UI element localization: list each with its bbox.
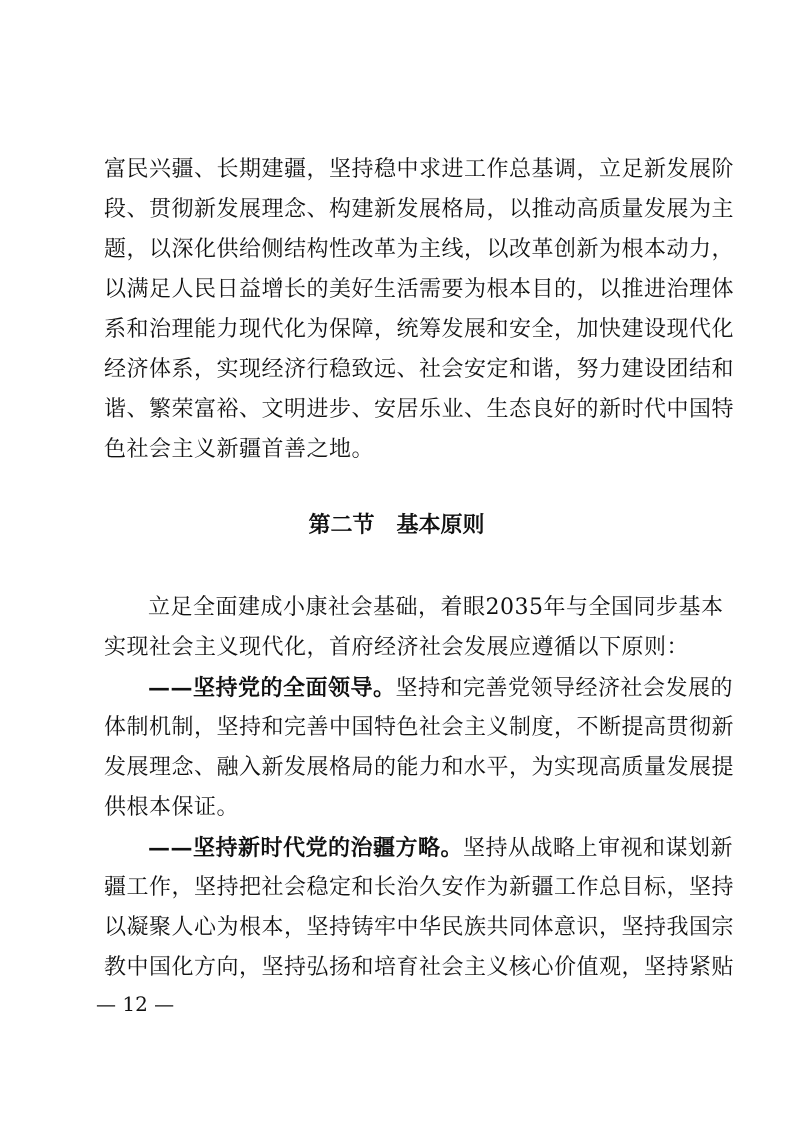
paragraph-development-goal (104, 150, 735, 470)
principle-title: ——坚持新时代党的治疆方略。 (148, 835, 464, 861)
text-line: 以凝聚人心为根本，坚持铸牢中华民族共同体意识，坚持我国宗 (104, 915, 735, 940)
text-line: 富民兴疆、长期建疆，坚持稳中求进工作总基调，立足新发展阶 (104, 157, 735, 182)
section-heading: 第二节 基本原则 (308, 512, 485, 538)
text-line: 体制机制，坚持和完善中国特色社会主义制度，不断提高贯彻新 (104, 715, 735, 740)
text-line: 以满足人民日益增长的美好生活需要为根本目的，以推进治理体 (104, 277, 735, 302)
text-line: 色社会主义新疆首善之地。 (104, 437, 375, 462)
principle-title: ——坚持党的全面领导。 (148, 675, 396, 701)
text-line: 题，以深化供给侧结构性改革为主线，以改革创新为根本动力， (104, 237, 735, 262)
page-number: — 12 — (96, 992, 175, 1016)
text-line: 段、贯彻新发展理念、构建新发展格局，以推动高质量发展为主 (104, 197, 735, 222)
principle-text: 坚持和完善党领导经济社会发展的 (395, 676, 734, 701)
text-line: 实现社会主义现代化，首府经济社会发展应遵循以下原则： (104, 635, 690, 660)
text-line: 教中国化方向，坚持弘扬和培育社会主义核心价值观，坚持紧贴 (104, 955, 735, 980)
text-line: 疆工作，坚持把社会稳定和长治久安作为新疆工作总目标，坚持 (104, 875, 735, 900)
principles-section (104, 588, 735, 988)
principle-text: 坚持从战略上审视和谋划新 (463, 836, 734, 861)
principle-heading-line (104, 828, 734, 868)
text-line: 谐、繁荣富裕、文明进步、安居乐业、生态良好的新时代中国特 (104, 397, 735, 422)
text-line: 发展理念、融入新发展格局的能力和水平，为实现高质量发展提 (104, 755, 735, 780)
text-line: 供根本保证。 (104, 795, 240, 820)
text-line: 经济体系，实现经济行稳致远、社会安定和谐，努力建设团结和 (104, 357, 735, 382)
text-line: 系和治理能力现代化为保障，统筹发展和安全，加快建设现代化 (104, 317, 735, 342)
principle-heading-line (104, 668, 734, 708)
text-line: 立足全面建成小康社会基础，着眼2035年与全国同步基本 (148, 595, 724, 620)
